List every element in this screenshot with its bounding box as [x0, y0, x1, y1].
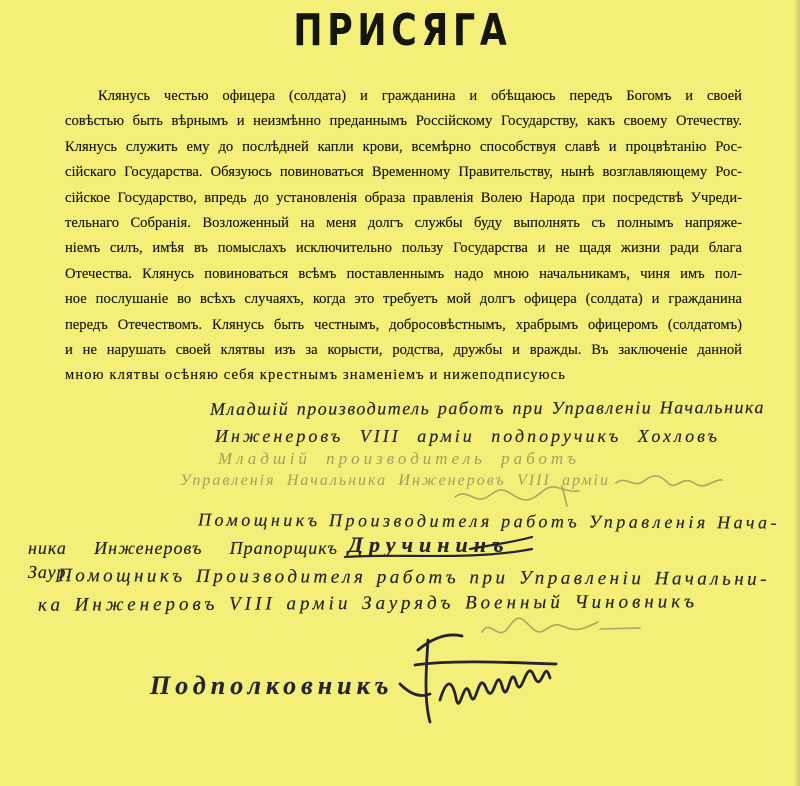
handwritten-signatory-line-faint: Младшій производитель работъ — [218, 449, 580, 468]
oath-text-line: совѣстью быть вѣрнымъ и неизмѣнно преданнымъ Россійскому Государству, какъ своему Отечеству. — [65, 113, 742, 130]
faint-signature-scribble — [482, 618, 640, 632]
oath-text-line: Отечества. Клянусь повиноваться всѣмъ поставленнымъ надо мною начальникамъ, чиня имъ пол- — [65, 265, 742, 282]
faint-signature-scribble — [616, 476, 722, 486]
oath-text-line: ное послушаніе во всѣхъ случаяхъ, когда это требуетъ мой долгъ офицера (солдата) и гражданина — [65, 291, 742, 308]
handwritten-signatory-line: Помощникъ Производителя работъ при Управленіи Начальни- — [57, 565, 771, 590]
handwritten-signatory-line: Инженеровъ VIII арміи подпоручикъ Хохловъ — [215, 426, 720, 446]
handwritten-signatory-line: Помощникъ Производителя работъ Управленія Нача- — [197, 509, 781, 533]
scan-edge-shadow — [794, 0, 800, 786]
document-title: ПРИСЯГА — [293, 5, 512, 56]
handwritten-rank-lieutenant-colonel: Подполковникъ — [150, 671, 394, 700]
oath-text-line: сійское Государство, впредь до установленія образа правленія Волею Народа при посредствѣ Учреди- — [65, 189, 742, 206]
oath-text-line: мною клятвы осѣняю себя крестнымъ знаменіемъ и нижеподписуюсь — [65, 367, 566, 384]
oath-text — [65, 84, 742, 389]
lieutenant-colonel-signature — [400, 635, 556, 722]
handwritten-signatory-line-faint: Управленія Начальника Инженеровъ VIII арміи — [180, 472, 610, 489]
handwritten-signatory-line: ка Инженеровъ VIII арміи Заурядъ Военный Чиновникъ — [37, 591, 699, 616]
oath-text-line: и не нарушать своей клятвы изъ за корысти, родства, дружбы и вражды. Въ заключеніе данной — [65, 341, 742, 358]
title-row — [0, 5, 800, 56]
oath-text-line: тельнаго Собранія. Возложенный на меня долгъ службы буду выполнять съ полнымъ напряже- — [65, 214, 742, 231]
handwritten-signatory-line: Младшій производитель работъ при Управленіи Начальника — [209, 397, 766, 419]
oath-text-line: ніемъ силъ, имѣя въ помыслахъ исключительно пользу Государства и не щадя жизни ради блага — [65, 240, 742, 257]
oath-text-line: Клянусь служить ему до послѣдней капли крови, всемѣрно способствуя славѣ и процвѣтанію Рос- — [65, 138, 742, 155]
oath-text-line: передъ Отечествомъ. Клянусь быть честнымъ, добросовѣстнымъ, храбрымъ офицеромъ (солдатомъ) — [65, 316, 742, 333]
handwritten-signatory-line: ника Инженеровъ Прапорщикъ Заур. — [28, 538, 338, 582]
handwritten-signature-name: Дручининъ — [348, 532, 510, 557]
oath-text-line: Клянусь честью офицера (солдата) и гражданина и обѣщаюсь передъ Богомъ и своей — [98, 88, 742, 104]
oath-text-line: сійскаго Государства. Обязуюсь повиноваться Временному Правительству, нынѣ возглавляющему Рос- — [65, 164, 742, 181]
